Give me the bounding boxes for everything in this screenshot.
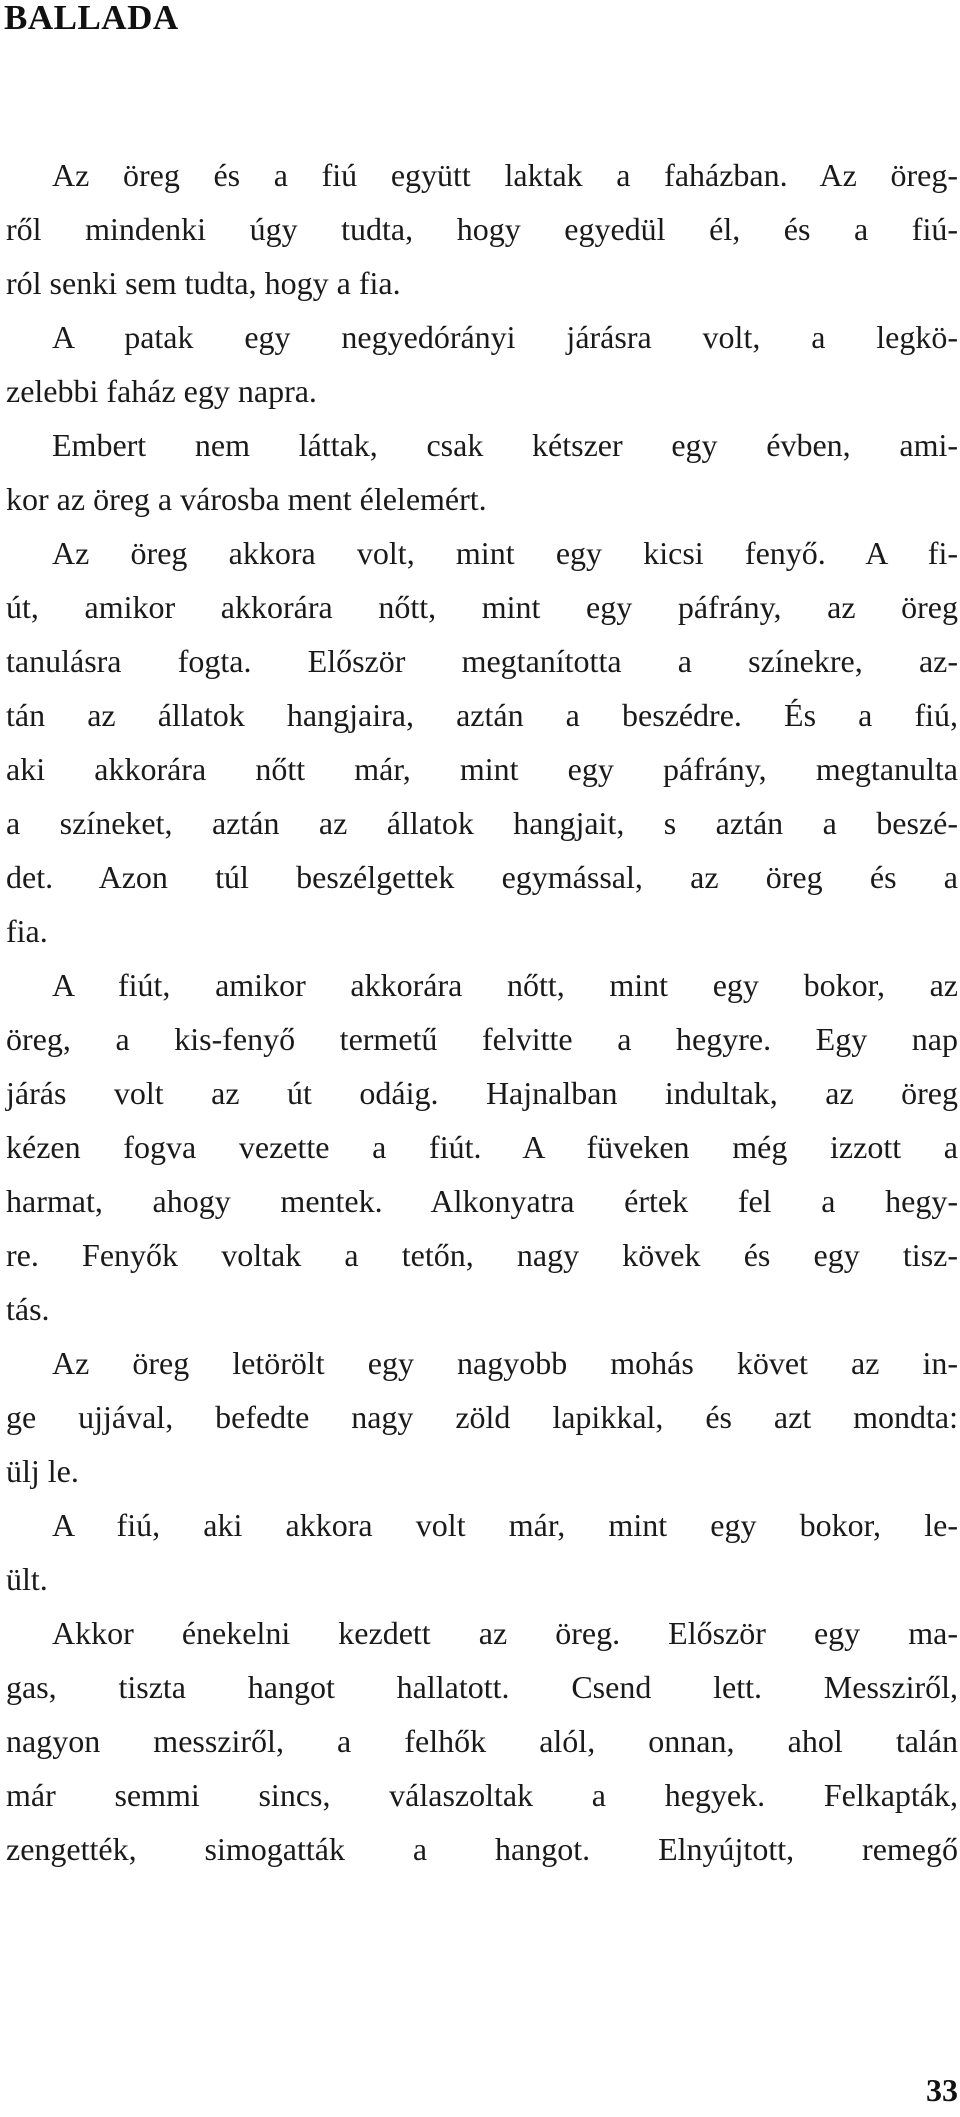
text-line: már semmi sincs, válaszoltak a hegyek. Felkapták, — [6, 1777, 958, 1813]
text-line: Az öreg akkora volt, mint egy kicsi fenyő. A fi- — [52, 535, 958, 571]
text-line: ülj le. — [6, 1453, 79, 1489]
text-line: gas, tiszta hangot hallatott. Csend lett. Messziről, — [6, 1669, 958, 1705]
text-line: kor az öreg a városba ment élelemért. — [6, 481, 487, 517]
body-text — [6, 148, 958, 1876]
text-line: nagyon messziről, a felhők alól, onnan, ahol talán — [6, 1723, 958, 1759]
text-line: ült. — [6, 1561, 48, 1597]
text-line: ge ujjával, befedte nagy zöld lapikkal, és azt mondta: — [6, 1399, 958, 1435]
text-line: zengették, simogatták a hangot. Elnyújtott, remegő — [6, 1831, 958, 1867]
text-line: ról senki sem tudta, hogy a fia. — [6, 265, 401, 301]
text-line: Az öreg és a fiú együtt laktak a faházban. Az öreg- — [52, 157, 958, 193]
text-line: fia. — [6, 913, 48, 949]
text-line: a színeket, aztán az állatok hangjait, s aztán a beszé- — [6, 805, 958, 841]
text-line: A fiú, aki akkora volt már, mint egy bokor, le- — [52, 1507, 958, 1543]
text-line: kézen fogva vezette a fiút. A füveken még izzott a — [6, 1129, 958, 1165]
text-line: Az öreg letörölt egy nagyobb mohás követ az in- — [52, 1345, 958, 1381]
page-title: BALLADA — [4, 0, 179, 37]
text-line: A patak egy negyedórányi járásra volt, a legkö- — [52, 319, 958, 355]
text-line: ről mindenki úgy tudta, hogy egyedül él, és a fiú- — [6, 211, 958, 247]
text-line: öreg, a kis-fenyő termetű felvitte a hegyre. Egy nap — [6, 1021, 958, 1057]
text-line: zelebbi faház egy napra. — [6, 373, 317, 409]
text-line: det. Azon túl beszélgettek egymással, az öreg és a — [6, 859, 958, 895]
text-line: A fiút, amikor akkorára nőtt, mint egy bokor, az — [52, 967, 958, 1003]
text-line: járás volt az út odáig. Hajnalban indultak, az öreg — [6, 1075, 958, 1111]
text-line: harmat, ahogy mentek. Alkonyatra értek fel a hegy- — [6, 1183, 958, 1219]
text-line: aki akkorára nőtt már, mint egy páfrány, megtanulta — [6, 751, 958, 787]
text-line: út, amikor akkorára nőtt, mint egy páfrány, az öreg — [6, 589, 958, 625]
text-line: tán az állatok hangjaira, aztán a beszédre. És a fiú, — [6, 697, 958, 733]
text-line: tás. — [6, 1291, 50, 1327]
text-line: Akkor énekelni kezdett az öreg. Először egy ma- — [52, 1615, 958, 1651]
page-number: 33 — [926, 2072, 958, 2108]
text-line: tanulásra fogta. Először megtanította a színekre, az- — [6, 643, 958, 679]
text-line: Embert nem láttak, csak kétszer egy évben, ami- — [52, 427, 958, 463]
text-line: re. Fenyők voltak a tetőn, nagy kövek és egy tisz- — [6, 1237, 958, 1273]
